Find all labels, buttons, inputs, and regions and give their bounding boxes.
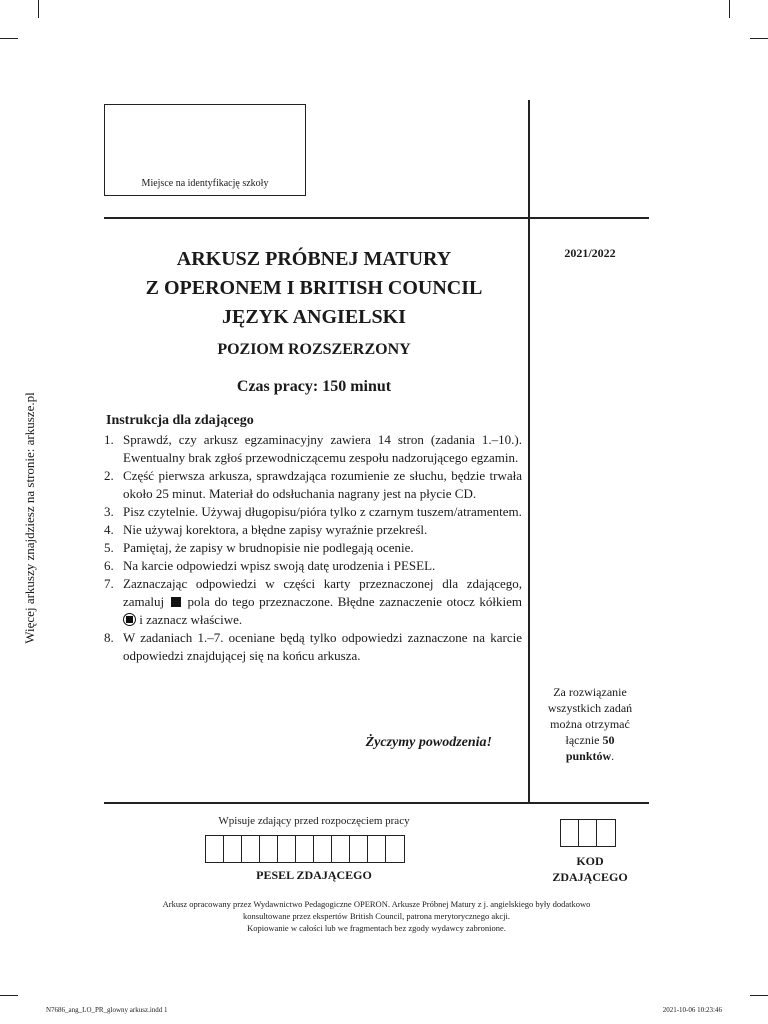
crop-mark xyxy=(750,38,768,39)
filled-square-icon xyxy=(171,597,181,607)
instruction-number: 3. xyxy=(104,504,114,519)
pesel-label: PESEL ZDAJĄCEGO xyxy=(256,868,372,882)
footer-line-2: konsultowane przez ekspertów British Council, patrona merytorycznego akcji. xyxy=(243,911,510,921)
crop-mark xyxy=(750,995,768,996)
instruction-number: 5. xyxy=(104,540,114,555)
points-value: 50 punktów xyxy=(565,733,615,763)
exam-title xyxy=(104,245,524,332)
footer-line-1: Arkusz opracowany przez Wydawnictwo Pedagogiczne OPERON. Arkusze Próbnej Matury z j. angielskiego były dodatkowo xyxy=(162,899,591,909)
instruction-number: 4. xyxy=(104,522,114,537)
points-suffix: . xyxy=(611,749,615,763)
school-year: 2021/2022 xyxy=(564,246,616,260)
instruction-item xyxy=(104,557,522,575)
instruction-text: Sprawdź, czy arkusz egzaminacyjny zawiera 14 stron (zadania 1.–10.). Ewentualny brak zgłoś przewodniczącemu zespołu nadzorującego egzamin. xyxy=(123,432,522,465)
instruction-number: 7. xyxy=(104,576,114,591)
kod-label-line-2: ZDAJĄCEGO xyxy=(552,870,628,884)
footer-line-3: Kopiowanie w całości lub we fragmentach bez zgody wydawcy zabronione. xyxy=(247,923,506,933)
pesel-cell[interactable] xyxy=(206,836,224,862)
title-line-2: Z OPERONEM I BRITISH COUNCIL xyxy=(145,277,483,299)
instruction-text-part: i zaznacz właściwe. xyxy=(139,612,243,627)
top-divider xyxy=(104,217,649,219)
pesel-cell[interactable] xyxy=(332,836,350,862)
crop-mark xyxy=(38,0,39,18)
pesel-cell[interactable] xyxy=(314,836,332,862)
crop-mark xyxy=(0,995,18,996)
instruction-item xyxy=(104,431,522,467)
right-column-divider xyxy=(528,100,530,804)
instruction-item xyxy=(104,629,522,665)
circled-square-icon xyxy=(123,613,136,626)
kod-cell[interactable] xyxy=(597,820,615,846)
school-id-label: Miejsce na identyfikację szkoły xyxy=(141,178,269,189)
title-line-1: ARKUSZ PRÓBNEJ MATURY xyxy=(176,248,452,270)
school-id-box[interactable] xyxy=(104,104,306,196)
instruction-item xyxy=(104,467,522,503)
exam-time: Czas pracy: 150 minut xyxy=(236,378,392,395)
crop-mark xyxy=(729,0,730,18)
instruction-item xyxy=(104,521,522,539)
instruction-item xyxy=(104,575,522,629)
instruction-item xyxy=(104,503,522,521)
instruction-number: 2. xyxy=(104,468,114,483)
kod-input-cells[interactable] xyxy=(560,819,616,847)
instruction-number: 8. xyxy=(104,630,114,645)
points-info xyxy=(540,684,640,764)
kod-label-line-1: KOD xyxy=(576,854,604,868)
instruction-text: Część pierwsza arkusza, sprawdzająca rozumienie ze słuchu, będzie trwała około 25 minut. Materiał do odsłuchania nagrany jest na płycie CD. xyxy=(123,468,522,501)
good-luck-text: Życzymy powodzenia! xyxy=(365,735,492,750)
instruction-text: W zadaniach 1.–7. oceniane będą tylko odpowiedzi zaznaczone na karcie odpowiedzi znajdującej się na końcu arkusza. xyxy=(123,630,522,663)
instructions-list xyxy=(104,431,522,665)
instruction-text: Nie używaj korektora, a błędne zapisy wyraźnie przekreśl. xyxy=(123,522,428,537)
pesel-cell[interactable] xyxy=(296,836,314,862)
publisher-footer xyxy=(104,898,649,934)
kod-cell[interactable] xyxy=(579,820,597,846)
crop-mark xyxy=(0,38,18,39)
kod-label xyxy=(532,853,648,885)
points-prefix: Za rozwiązanie wszystkich zadań można otrzymać łącznie xyxy=(547,685,633,747)
kod-cell[interactable] xyxy=(561,820,579,846)
pesel-note: Wpisuje zdający przed rozpoczęciem pracy xyxy=(218,815,410,827)
pesel-input-cells[interactable] xyxy=(205,835,405,863)
pesel-cell[interactable] xyxy=(350,836,368,862)
instruction-text: Pisz czytelnie. Używaj długopisu/pióra tylko z czarnym tuszem/atramentem. xyxy=(123,504,522,519)
pesel-cell[interactable] xyxy=(260,836,278,862)
instruction-number: 6. xyxy=(104,558,114,573)
pesel-cell[interactable] xyxy=(386,836,404,862)
print-file-name: N7686_ang_LO_PR_glowny arkusz.indd 1 xyxy=(46,1006,168,1014)
title-line-3: JĘZYK ANGIELSKI xyxy=(222,306,406,328)
print-timestamp: 2021-10-06 10:23:46 xyxy=(662,1006,722,1014)
instruction-item xyxy=(104,539,522,557)
pesel-cell[interactable] xyxy=(368,836,386,862)
instruction-text-part: pola do tego przeznaczone. Błędne zaznaczenie otocz kółkiem xyxy=(187,594,522,609)
pesel-cell[interactable] xyxy=(224,836,242,862)
bottom-divider xyxy=(104,802,649,804)
exam-level: POZIOM ROZSZERZONY xyxy=(217,341,411,358)
instructions-title: Instrukcja dla zdającego xyxy=(106,413,254,428)
instruction-number: 1. xyxy=(104,432,114,447)
instruction-text: Pamiętaj, że zapisy w brudnopisie nie podlegają ocenie. xyxy=(123,540,414,555)
instruction-text-part: Zaznaczając odpowiedzi w części karty przeznaczonej dla zdającego, zamaluj xyxy=(123,576,522,609)
instruction-text: Na karcie odpowiedzi wpisz swoją datę urodzenia i PESEL. xyxy=(123,558,436,573)
side-website-text: Więcej arkuszy znajdziesz na stronie: arkusze.pl xyxy=(22,392,37,644)
pesel-cell[interactable] xyxy=(242,836,260,862)
pesel-cell[interactable] xyxy=(278,836,296,862)
